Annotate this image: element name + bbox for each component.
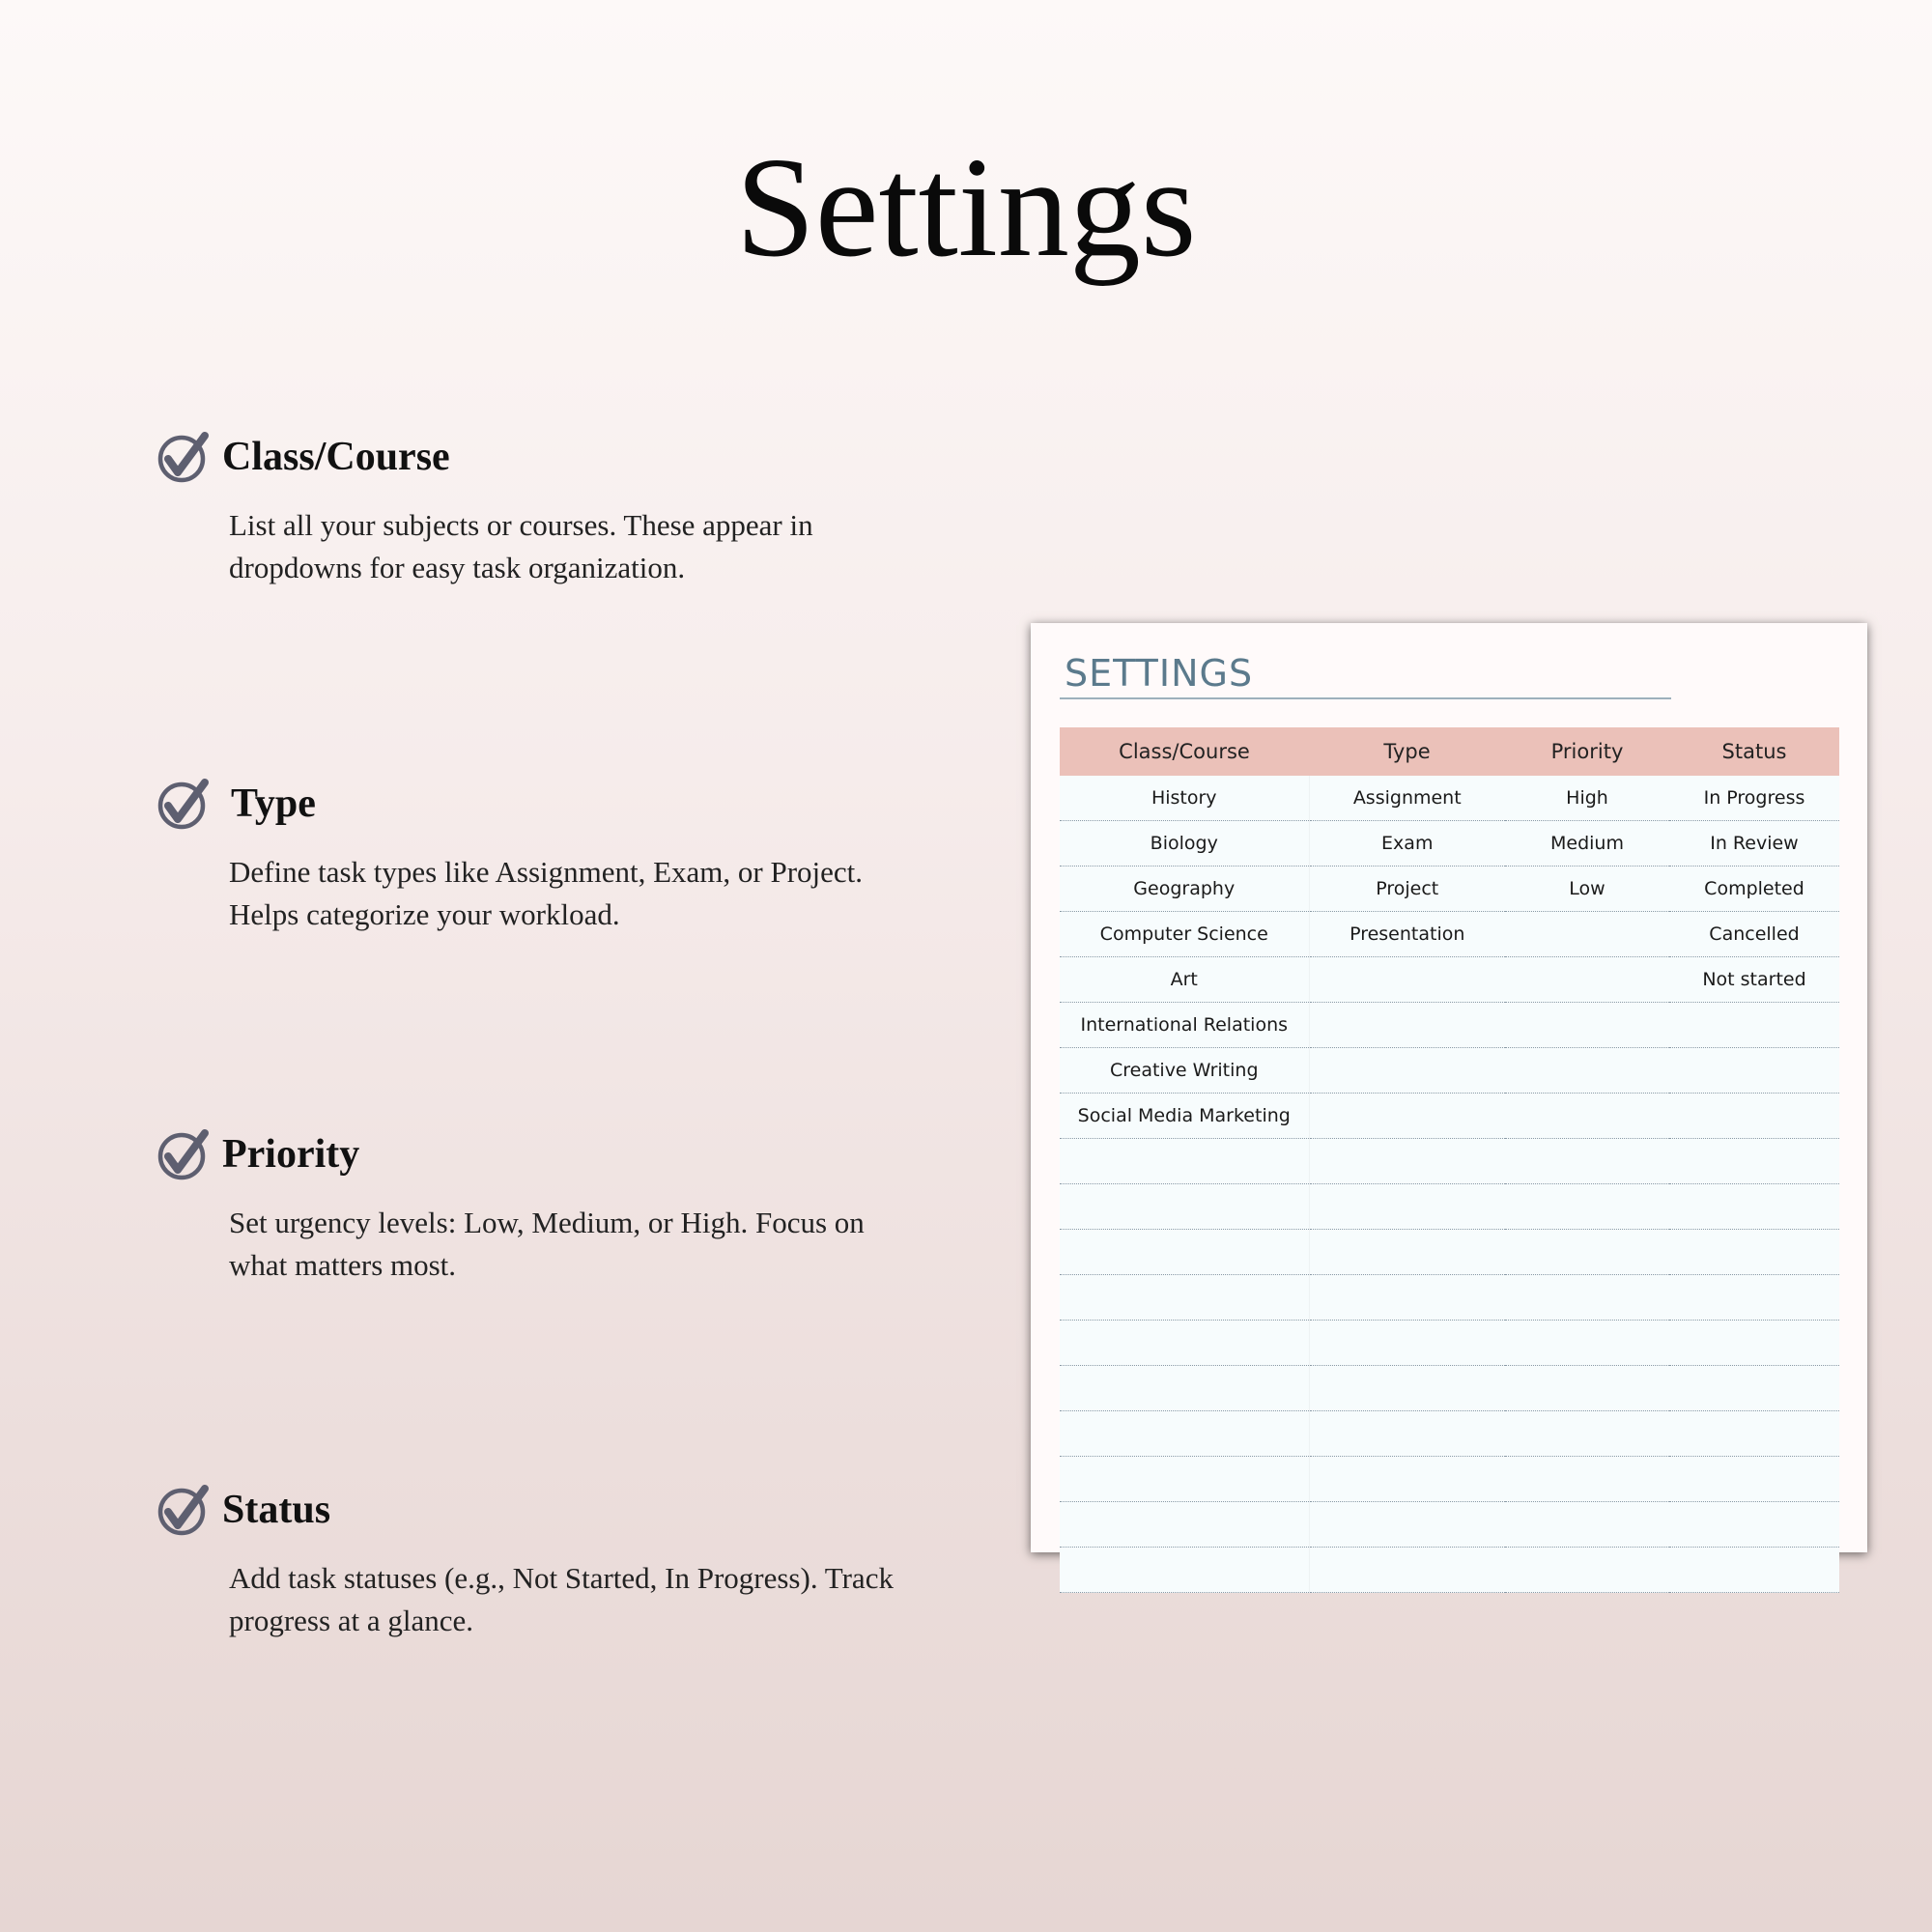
type-cell[interactable] (1309, 1139, 1505, 1184)
status-cell[interactable] (1669, 1457, 1839, 1502)
settings-table (1060, 727, 1839, 1593)
title-divider (1060, 697, 1671, 699)
status-cell[interactable] (1669, 1321, 1839, 1366)
status-cell[interactable] (1669, 1411, 1839, 1457)
class-course-cell[interactable]: Art (1060, 957, 1309, 1003)
class-course-cell[interactable] (1060, 1275, 1309, 1321)
status-cell[interactable] (1669, 1366, 1839, 1411)
priority-cell[interactable]: Low (1505, 867, 1669, 912)
class-course-cell[interactable] (1060, 1230, 1309, 1275)
table-row (1060, 1003, 1839, 1048)
status-cell[interactable] (1669, 1048, 1839, 1094)
page-title: Settings (735, 128, 1197, 287)
class-course-cell[interactable] (1060, 1548, 1309, 1593)
class-course-cell[interactable]: Social Media Marketing (1060, 1094, 1309, 1139)
table-row (1060, 1366, 1839, 1411)
class-course-cell[interactable]: History (1060, 776, 1309, 821)
priority-cell[interactable] (1505, 1094, 1669, 1139)
status-cell[interactable] (1669, 1003, 1839, 1048)
class-course-cell[interactable] (1060, 1457, 1309, 1502)
type-cell[interactable]: Assignment (1309, 776, 1505, 821)
table-row (1060, 1275, 1839, 1321)
type-cell[interactable] (1309, 1184, 1505, 1230)
status-cell[interactable] (1669, 1548, 1839, 1593)
feature-title: Type (231, 781, 316, 826)
table-row (1060, 1502, 1839, 1548)
priority-cell[interactable]: Medium (1505, 821, 1669, 867)
table-row (1060, 867, 1839, 912)
priority-cell[interactable] (1505, 1502, 1669, 1548)
status-cell[interactable] (1669, 1275, 1839, 1321)
table-row (1060, 1048, 1839, 1094)
type-cell[interactable]: Presentation (1309, 912, 1505, 957)
priority-cell[interactable] (1505, 1457, 1669, 1502)
table-row (1060, 1321, 1839, 1366)
table-row (1060, 776, 1839, 821)
status-cell[interactable]: Not started (1669, 957, 1839, 1003)
status-cell[interactable]: Cancelled (1669, 912, 1839, 957)
table-row (1060, 1184, 1839, 1230)
feature-description: Set urgency levels: Low, Medium, or High. Focus on what matters most. (229, 1206, 865, 1282)
feature-type (156, 772, 929, 936)
type-cell[interactable] (1309, 1321, 1505, 1366)
class-course-cell[interactable] (1060, 1321, 1309, 1366)
type-cell[interactable] (1309, 957, 1505, 1003)
feature-description: Define task types like Assignment, Exam, or Project. Helps categorize your workload. (229, 855, 864, 931)
type-cell[interactable] (1309, 1003, 1505, 1048)
type-cell[interactable] (1309, 1548, 1505, 1593)
type-cell[interactable] (1309, 1502, 1505, 1548)
column-header-status: Status (1669, 727, 1839, 776)
type-cell[interactable] (1309, 1275, 1505, 1321)
type-cell[interactable]: Project (1309, 867, 1505, 912)
priority-cell[interactable] (1505, 1321, 1669, 1366)
priority-cell[interactable] (1505, 1366, 1669, 1411)
feature-title: Status (222, 1488, 331, 1532)
type-cell[interactable] (1309, 1457, 1505, 1502)
priority-cell[interactable] (1505, 1048, 1669, 1094)
priority-cell[interactable] (1505, 1230, 1669, 1275)
type-cell[interactable] (1309, 1094, 1505, 1139)
feature-title: Priority (222, 1132, 360, 1177)
table-row (1060, 1230, 1839, 1275)
type-cell[interactable] (1309, 1411, 1505, 1457)
status-cell[interactable] (1669, 1502, 1839, 1548)
priority-cell[interactable] (1505, 1548, 1669, 1593)
table-row (1060, 1094, 1839, 1139)
feature-description: List all your subjects or courses. These appear in dropdowns for easy task organization. (229, 508, 813, 584)
status-cell[interactable] (1669, 1094, 1839, 1139)
class-course-cell[interactable]: Biology (1060, 821, 1309, 867)
priority-cell[interactable] (1505, 1003, 1669, 1048)
feature-class-course (156, 425, 929, 589)
priority-cell[interactable] (1505, 957, 1669, 1003)
status-cell[interactable]: Completed (1669, 867, 1839, 912)
class-course-cell[interactable]: Computer Science (1060, 912, 1309, 957)
class-course-cell[interactable]: International Relations (1060, 1003, 1309, 1048)
class-course-cell[interactable] (1060, 1502, 1309, 1548)
table-row (1060, 1457, 1839, 1502)
table-row (1060, 957, 1839, 1003)
feature-description: Add task statuses (e.g., Not Started, In Progress). Track progress at a glance. (229, 1561, 894, 1637)
table-header-row (1060, 727, 1839, 776)
check-circle-icon (156, 1127, 211, 1181)
type-cell[interactable] (1309, 1230, 1505, 1275)
column-header-class-course: Class/Course (1060, 727, 1309, 776)
type-cell[interactable] (1309, 1366, 1505, 1411)
status-cell[interactable] (1669, 1139, 1839, 1184)
table-row (1060, 912, 1839, 957)
table-row (1060, 1548, 1839, 1593)
feature-priority (156, 1122, 929, 1287)
priority-cell[interactable] (1505, 1411, 1669, 1457)
table-row (1060, 821, 1839, 867)
check-circle-icon (156, 1483, 211, 1537)
priority-cell[interactable] (1505, 1139, 1669, 1184)
class-course-cell[interactable]: Geography (1060, 867, 1309, 912)
column-header-type: Type (1309, 727, 1505, 776)
table-row (1060, 1139, 1839, 1184)
type-cell[interactable] (1309, 1048, 1505, 1094)
class-course-cell[interactable] (1060, 1411, 1309, 1457)
feature-title: Class/Course (222, 435, 450, 479)
status-cell[interactable]: In Progress (1669, 776, 1839, 821)
class-course-cell[interactable]: Creative Writing (1060, 1048, 1309, 1094)
check-circle-icon (156, 430, 211, 484)
priority-cell[interactable]: High (1505, 776, 1669, 821)
priority-cell[interactable] (1505, 1275, 1669, 1321)
table-row (1060, 1411, 1839, 1457)
status-cell[interactable] (1669, 1230, 1839, 1275)
card-title: SETTINGS (1065, 652, 1254, 695)
status-cell[interactable] (1669, 1184, 1839, 1230)
class-course-cell[interactable] (1060, 1139, 1309, 1184)
settings-card (1031, 623, 1867, 1552)
status-cell[interactable]: In Review (1669, 821, 1839, 867)
class-course-cell[interactable] (1060, 1184, 1309, 1230)
class-course-cell[interactable] (1060, 1366, 1309, 1411)
priority-cell[interactable] (1505, 1184, 1669, 1230)
check-circle-icon (156, 777, 211, 831)
type-cell[interactable]: Exam (1309, 821, 1505, 867)
feature-status (156, 1478, 929, 1642)
column-header-priority: Priority (1505, 727, 1669, 776)
priority-cell[interactable] (1505, 912, 1669, 957)
